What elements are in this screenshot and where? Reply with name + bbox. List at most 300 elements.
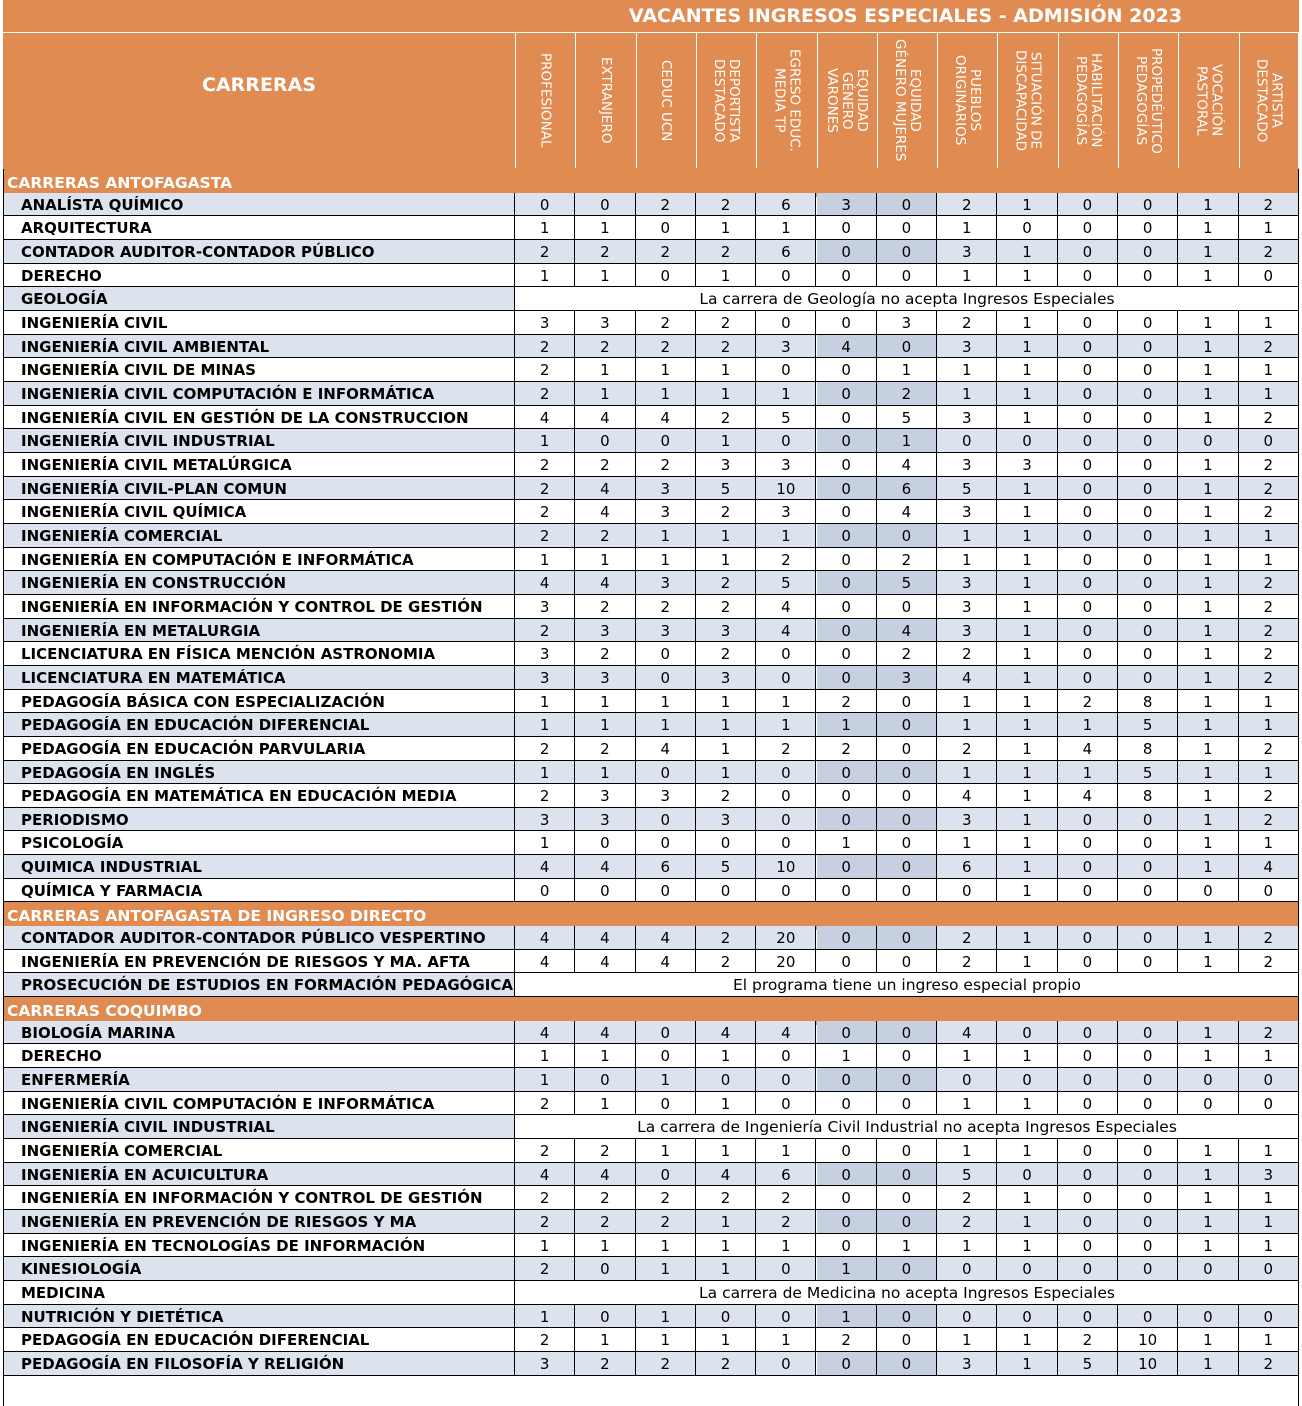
value-cell: 2	[937, 1210, 997, 1234]
value-cell: 1	[756, 216, 816, 240]
value-cell: 1	[636, 1257, 696, 1281]
value-cell: 0	[877, 193, 937, 216]
grid-line	[3, 32, 1299, 33]
value-cell: 1	[937, 524, 997, 548]
value-cell: 4	[515, 855, 575, 879]
value-cell: 5	[756, 406, 816, 429]
value-cell: 1	[1239, 1186, 1299, 1210]
value-cell: 1	[1178, 642, 1238, 666]
value-cell: 6	[937, 855, 997, 879]
value-cell: 2	[636, 1352, 696, 1376]
value-cell: 1	[1178, 761, 1238, 784]
value-cell: 1	[997, 1234, 1057, 1257]
value-cell: 1	[696, 1234, 756, 1257]
value-cell: 1	[937, 1328, 997, 1352]
table-row	[3, 1115, 1299, 1139]
value-cell: 2	[1239, 950, 1299, 973]
value-cell: 0	[636, 216, 696, 240]
value-cell: 0	[1239, 1305, 1299, 1328]
value-cell: 0	[937, 1068, 997, 1092]
value-cell: 0	[1058, 1163, 1118, 1186]
table-row	[3, 950, 1299, 973]
value-cell: 2	[696, 311, 756, 335]
table-row	[3, 879, 1299, 902]
table-row	[3, 240, 1299, 264]
value-cell: 1	[997, 737, 1057, 761]
value-cell: 2	[1239, 619, 1299, 642]
value-cell: 0	[817, 1021, 877, 1044]
value-cell: 4	[575, 1021, 635, 1044]
value-cell: 1	[1178, 571, 1238, 595]
value-cell: 2	[1239, 1352, 1299, 1376]
value-cell: 2	[575, 524, 635, 548]
grid-line	[3, 1091, 1299, 1092]
value-cell: 0	[575, 193, 635, 216]
career-name: INGENIERÍA EN INFORMACIÓN Y CONTROL DE GESTIÓN	[3, 1186, 515, 1210]
grid-line	[3, 1280, 1299, 1281]
value-cell: 0	[1058, 1305, 1118, 1328]
career-name: INGENIERÍA CIVIL INDUSTRIAL	[3, 429, 515, 453]
value-cell: 1	[1239, 1210, 1299, 1234]
value-cell: 0	[1058, 1021, 1118, 1044]
value-cell: 0	[1118, 1092, 1178, 1115]
value-cell: 0	[1118, 193, 1178, 216]
value-cell: 3	[515, 311, 575, 335]
column-header: HABILITACIÓN PEDAGOGÍAS	[1072, 53, 1104, 148]
grid-line	[3, 641, 1299, 642]
grid-line	[817, 33, 818, 168]
grid-line	[3, 428, 1299, 429]
value-cell: 0	[1058, 240, 1118, 264]
value-cell: 0	[817, 595, 877, 619]
value-cell: 1	[696, 264, 756, 287]
value-cell: 0	[1118, 879, 1178, 902]
value-cell: 1	[1239, 524, 1299, 548]
table-row	[3, 808, 1299, 831]
value-cell: 0	[817, 429, 877, 453]
value-cell: 0	[1118, 500, 1178, 524]
grid-line	[3, 1185, 1299, 1186]
value-cell: 0	[817, 524, 877, 548]
value-cell: 0	[1118, 666, 1178, 690]
value-cell: 1	[1178, 453, 1238, 477]
value-cell: 4	[515, 926, 575, 950]
table-row	[3, 855, 1299, 879]
table-row	[3, 1186, 1299, 1210]
value-cell: 2	[575, 240, 635, 264]
career-name: INGENIERÍA CIVIL AMBIENTAL	[3, 335, 515, 358]
value-cell: 6	[877, 477, 937, 500]
value-cell: 5	[937, 1163, 997, 1186]
value-cell: 0	[997, 1305, 1057, 1328]
career-name: INGENIERÍA CIVIL COMPUTACIÓN E INFORMÁTICA	[3, 1092, 515, 1115]
value-cell: 0	[1118, 524, 1178, 548]
table-row	[3, 595, 1299, 619]
value-cell: 1	[1239, 311, 1299, 335]
value-cell: 1	[636, 690, 696, 713]
value-cell: 2	[515, 477, 575, 500]
value-cell: 2	[696, 926, 756, 950]
value-cell: 0	[636, 879, 696, 902]
value-cell: 1	[937, 761, 997, 784]
table-row	[3, 1328, 1299, 1352]
value-cell: 2	[696, 642, 756, 666]
career-name: INGENIERÍA CIVIL QUÍMICA	[3, 500, 515, 524]
value-cell: 3	[575, 784, 635, 808]
value-cell: 3	[937, 500, 997, 524]
value-cell: 1	[696, 1257, 756, 1281]
career-name: BIOLOGÍA MARINA	[3, 1021, 515, 1044]
grid-line	[3, 1327, 1299, 1328]
value-cell: 5	[877, 406, 937, 429]
value-cell: 1	[997, 761, 1057, 784]
value-cell: 1	[997, 666, 1057, 690]
value-cell: 3	[636, 477, 696, 500]
value-cell: 0	[1058, 595, 1118, 619]
value-cell: 0	[515, 193, 575, 216]
value-cell: 1	[997, 193, 1057, 216]
value-cell: 1	[997, 548, 1057, 571]
value-cell: 1	[1178, 666, 1238, 690]
value-cell: 0	[1118, 619, 1178, 642]
value-cell: 3	[937, 808, 997, 831]
value-cell: 0	[1178, 1257, 1238, 1281]
value-cell: 1	[997, 879, 1057, 902]
value-cell: 0	[817, 642, 877, 666]
grid-line	[877, 33, 878, 168]
value-cell: 0	[756, 642, 816, 666]
value-cell: 0	[1058, 926, 1118, 950]
value-cell: 20	[756, 950, 816, 973]
value-cell: 1	[1178, 406, 1238, 429]
grid-line	[3, 854, 1299, 855]
value-cell: 4	[515, 1021, 575, 1044]
value-cell: 0	[1118, 831, 1178, 855]
value-cell: 1	[1178, 193, 1238, 216]
career-name: INGENIERÍA CIVIL	[3, 311, 515, 335]
value-cell: 1	[997, 642, 1057, 666]
career-name: QUIMICA INDUSTRIAL	[3, 855, 515, 879]
value-cell: 2	[1239, 571, 1299, 595]
career-name: INGENIERÍA EN PREVENCIÓN DE RIESGOS Y MA	[3, 1210, 515, 1234]
grid-line	[3, 310, 1299, 311]
value-cell: 0	[997, 1257, 1057, 1281]
value-cell: 1	[575, 1044, 635, 1068]
grid-line	[3, 972, 1299, 973]
value-cell: 0	[877, 737, 937, 761]
value-cell: 1	[636, 382, 696, 406]
grid-line	[636, 33, 637, 168]
value-cell: 2	[575, 642, 635, 666]
value-cell: 1	[1178, 1328, 1238, 1352]
value-cell: 4	[877, 500, 937, 524]
table-row	[3, 1044, 1299, 1068]
table-row	[3, 926, 1299, 950]
value-cell: 1	[997, 855, 1057, 879]
value-cell: 5	[1118, 713, 1178, 737]
value-cell: 5	[1118, 761, 1178, 784]
value-cell: 2	[877, 642, 937, 666]
value-cell: 1	[1178, 1234, 1238, 1257]
value-cell: 1	[1178, 382, 1238, 406]
value-cell: 0	[817, 1139, 877, 1163]
grid-line	[3, 1138, 1299, 1139]
value-cell: 1	[756, 1139, 816, 1163]
grid-line	[997, 33, 998, 168]
value-cell: 0	[1058, 642, 1118, 666]
value-cell: 0	[817, 240, 877, 264]
table-row	[3, 382, 1299, 406]
value-cell: 4	[575, 855, 635, 879]
value-cell: 1	[1178, 784, 1238, 808]
value-cell: 4	[696, 1021, 756, 1044]
value-cell: 4	[636, 926, 696, 950]
value-cell: 0	[696, 831, 756, 855]
table-row	[3, 406, 1299, 429]
value-cell: 1	[636, 524, 696, 548]
value-cell: 1	[756, 690, 816, 713]
value-cell: 0	[817, 406, 877, 429]
value-cell: 2	[515, 524, 575, 548]
value-cell: 0	[1118, 429, 1178, 453]
grid-line	[3, 1114, 1299, 1115]
value-cell: 0	[817, 477, 877, 500]
value-cell: 4	[575, 1163, 635, 1186]
value-cell: 1	[1178, 831, 1238, 855]
value-cell: 0	[756, 264, 816, 287]
value-cell: 1	[1058, 761, 1118, 784]
value-cell: 1	[515, 264, 575, 287]
value-cell: 1	[515, 1044, 575, 1068]
value-cell: 10	[1118, 1328, 1178, 1352]
value-cell: 0	[817, 926, 877, 950]
value-cell: 1	[696, 358, 756, 382]
value-cell: 0	[997, 429, 1057, 453]
value-cell: 0	[636, 1092, 696, 1115]
grid-line	[3, 878, 1299, 879]
value-cell: 1	[877, 429, 937, 453]
value-cell: 2	[696, 1352, 756, 1376]
value-cell: 2	[756, 1186, 816, 1210]
value-cell: 0	[756, 1092, 816, 1115]
value-cell: 2	[1058, 1328, 1118, 1352]
value-cell: 2	[515, 784, 575, 808]
value-cell: 2	[1239, 926, 1299, 950]
value-cell: 2	[817, 1328, 877, 1352]
value-cell: 0	[1178, 879, 1238, 902]
table-row	[3, 784, 1299, 808]
grid-line	[1058, 33, 1059, 168]
table-row	[3, 1305, 1299, 1328]
value-cell: 0	[1058, 216, 1118, 240]
value-cell: 0	[1058, 666, 1118, 690]
value-cell: 5	[877, 571, 937, 595]
value-cell: 6	[756, 1163, 816, 1186]
value-cell: 5	[756, 571, 816, 595]
value-cell: 1	[817, 831, 877, 855]
value-cell: 2	[1239, 335, 1299, 358]
value-cell: 1	[636, 713, 696, 737]
value-cell: 1	[1178, 264, 1238, 287]
career-name: DERECHO	[3, 1044, 515, 1068]
section-header: CARRERAS ANTOFAGASTA	[3, 169, 1299, 197]
value-cell: 4	[575, 950, 635, 973]
value-cell: 0	[877, 335, 937, 358]
value-cell: 2	[636, 335, 696, 358]
value-cell: 0	[817, 264, 877, 287]
value-cell: 2	[515, 1210, 575, 1234]
value-cell: 0	[817, 879, 877, 902]
value-cell: 1	[1178, 240, 1238, 264]
value-cell: 10	[1118, 1352, 1178, 1376]
value-cell: 0	[1118, 642, 1178, 666]
career-name: INGENIERÍA CIVIL EN GESTIÓN DE LA CONSTRUCCION	[3, 406, 515, 429]
column-header: ARTISTA DESTACADO	[1253, 58, 1285, 143]
value-cell: 0	[997, 216, 1057, 240]
career-name: PEDAGOGÍA EN MATEMÁTICA EN EDUCACIÓN MEDIA	[3, 784, 515, 808]
career-name: INGENIERÍA EN INFORMACIÓN Y CONTROL DE GESTIÓN	[3, 595, 515, 619]
career-name: INGENIERÍA EN COMPUTACIÓN E INFORMÁTICA	[3, 548, 515, 571]
value-cell: 1	[1178, 737, 1238, 761]
table-row	[3, 619, 1299, 642]
value-cell: 0	[817, 548, 877, 571]
career-name: PSICOLOGÍA	[3, 831, 515, 855]
value-cell: 4	[756, 595, 816, 619]
value-cell: 0	[1178, 1068, 1238, 1092]
value-cell: 2	[937, 193, 997, 216]
value-cell: 0	[817, 855, 877, 879]
value-cell: 2	[515, 335, 575, 358]
value-cell: 0	[817, 784, 877, 808]
value-cell: 0	[1058, 1068, 1118, 1092]
value-cell: 1	[997, 1044, 1057, 1068]
value-cell: 2	[1239, 666, 1299, 690]
value-cell: 0	[1058, 1234, 1118, 1257]
value-cell: 0	[877, 1257, 937, 1281]
grid-line	[3, 570, 1299, 571]
value-cell: 0	[636, 761, 696, 784]
value-cell: 1	[997, 1210, 1057, 1234]
value-cell: 1	[1178, 1021, 1238, 1044]
value-cell: 2	[515, 382, 575, 406]
value-cell: 1	[636, 548, 696, 571]
value-cell: 2	[1239, 808, 1299, 831]
value-cell: 0	[1118, 571, 1178, 595]
value-cell: 0	[1058, 335, 1118, 358]
value-cell: 0	[1058, 500, 1118, 524]
value-cell: 2	[1239, 477, 1299, 500]
value-cell: 0	[1118, 1021, 1178, 1044]
column-header: DEPORTISTA DESTACADO	[711, 58, 743, 143]
value-cell: 1	[515, 1068, 575, 1092]
value-cell: 1	[1178, 1163, 1238, 1186]
value-cell: 0	[877, 595, 937, 619]
table-row	[3, 737, 1299, 761]
value-cell: 1	[696, 524, 756, 548]
value-cell: 1	[575, 713, 635, 737]
value-cell: 4	[515, 1163, 575, 1186]
table-row	[3, 358, 1299, 382]
value-cell: 2	[1239, 453, 1299, 477]
value-cell: 2	[515, 1186, 575, 1210]
value-cell: 2	[636, 595, 696, 619]
grid-line	[756, 33, 757, 168]
value-cell: 2	[515, 619, 575, 642]
value-cell: 2	[756, 1210, 816, 1234]
table-row	[3, 524, 1299, 548]
value-cell: 0	[1058, 548, 1118, 571]
value-cell: 1	[696, 1139, 756, 1163]
career-name: INGENIERÍA EN CONSTRUCCIÓN	[3, 571, 515, 595]
value-cell: 8	[1118, 690, 1178, 713]
value-cell: 3	[636, 784, 696, 808]
career-name: CONTADOR AUDITOR-CONTADOR PÚBLICO	[3, 240, 515, 264]
column-header: EQUIDAD GÉNERO MUJERES	[891, 39, 923, 162]
value-cell: 1	[997, 1352, 1057, 1376]
value-cell: 0	[1118, 335, 1178, 358]
value-cell: 3	[937, 571, 997, 595]
value-cell: 0	[817, 382, 877, 406]
value-cell: 3	[696, 808, 756, 831]
value-cell: 2	[575, 595, 635, 619]
career-name: ARQUITECTURA	[3, 216, 515, 240]
career-name: NUTRICIÓN Y DIETÉTICA	[3, 1305, 515, 1328]
value-cell: 1	[1178, 595, 1238, 619]
value-cell: 2	[515, 1328, 575, 1352]
value-cell: 1	[1239, 382, 1299, 406]
value-cell: 2	[515, 500, 575, 524]
career-name: INGENIERÍA CIVIL-PLAN COMUN	[3, 477, 515, 500]
value-cell: 0	[756, 784, 816, 808]
value-cell: 0	[1118, 1068, 1178, 1092]
value-cell: 3	[756, 335, 816, 358]
value-cell: 1	[696, 429, 756, 453]
value-cell: 4	[575, 571, 635, 595]
value-cell: 3	[696, 666, 756, 690]
value-cell: 2	[877, 382, 937, 406]
value-cell: 0	[817, 358, 877, 382]
value-cell: 1	[1178, 548, 1238, 571]
value-cell: 0	[877, 1186, 937, 1210]
value-cell: 0	[1058, 950, 1118, 973]
table-row	[3, 690, 1299, 713]
value-cell: 2	[636, 1186, 696, 1210]
value-cell: 1	[877, 1234, 937, 1257]
value-cell: 0	[756, 1068, 816, 1092]
value-cell: 2	[515, 1092, 575, 1115]
value-cell: 2	[1239, 737, 1299, 761]
column-header: CEDUC UCN	[658, 59, 675, 142]
value-cell: 4	[575, 926, 635, 950]
value-cell: 0	[817, 311, 877, 335]
grid-line	[3, 665, 1299, 666]
value-cell: 4	[515, 950, 575, 973]
value-cell: 0	[1239, 1092, 1299, 1115]
value-cell: 1	[696, 1092, 756, 1115]
value-cell: 0	[636, 666, 696, 690]
career-name: INGENIERÍA CIVIL COMPUTACIÓN E INFORMÁTICA	[3, 382, 515, 406]
value-cell: 3	[575, 311, 635, 335]
value-cell: 0	[817, 500, 877, 524]
value-cell: 4	[636, 406, 696, 429]
value-cell: 1	[1178, 690, 1238, 713]
value-cell: 1	[696, 713, 756, 737]
value-cell: 2	[1058, 690, 1118, 713]
career-name: KINESIOLOGÍA	[3, 1257, 515, 1281]
value-cell: 0	[1118, 453, 1178, 477]
value-cell: 2	[696, 595, 756, 619]
value-cell: 2	[636, 1210, 696, 1234]
